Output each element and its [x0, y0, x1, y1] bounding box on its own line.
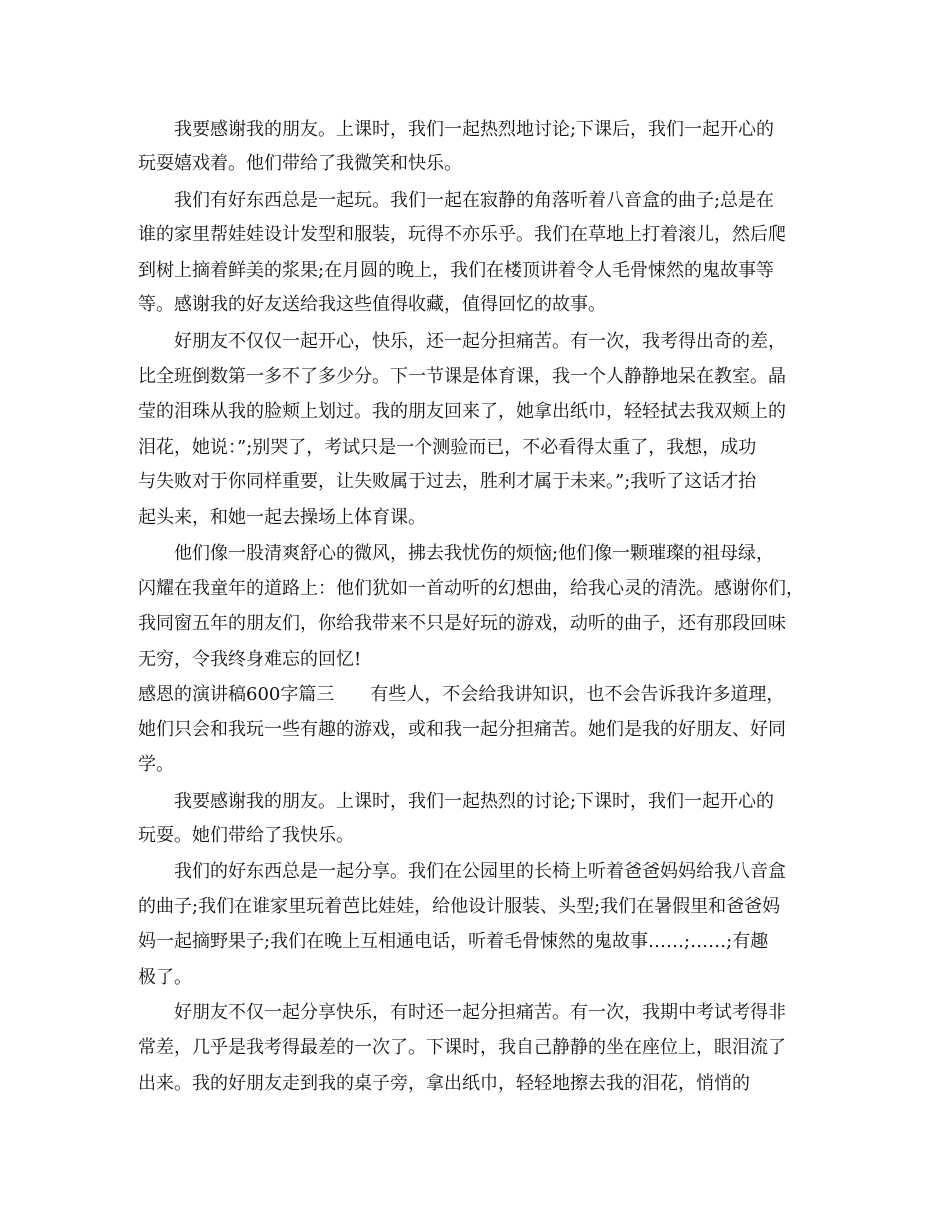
text-line: 我要感谢我的朋友。上课时，我们一起热烈地讨论;下课后，我们一起开心的 [138, 119, 775, 140]
text-line: 玩耍嬉戏着。他们带给了我微笑和快乐。 [138, 153, 462, 174]
text-line: 好朋友不仅仅一起开心，快乐，还一起分担痛苦。有一次，我考得出奇的差， [138, 331, 786, 352]
text-line: 我们的好东西总是一起分享。我们在公园里的长椅上听着爸爸妈妈给我八音盒 [138, 861, 786, 882]
text-line: 出来。我的好朋友走到我的桌子旁，拿出纸巾，轻轻地擦去我的泪花，悄悄的 [138, 1073, 750, 1094]
text-line: 的曲子;我们在谁家里玩着芭比娃娃，给他设计服装、头型;我们在暑假里和爸爸妈 [138, 896, 781, 917]
text-line: 极了。 [138, 967, 192, 988]
text-line: 起头来，和她一起去操场上体育课。 [138, 507, 426, 528]
text-line: 谁的家里帮娃娃设计发型和服装，玩得不亦乐乎。我们在草地上打着滚儿，然后爬 [138, 224, 786, 245]
text-line: 我们有好东西总是一起玩。我们一起在寂静的角落听着八音盒的曲子;总是在 [138, 190, 775, 211]
text-line: 我同窗五年的朋友们，你给我带来不只是好玩的游戏，动听的曲子，还有那段回味 [138, 613, 786, 634]
text-line: 她们只会和我玩一些有趣的游戏，或和我一起分担痛苦。她们是我的好朋友、好同 [138, 719, 786, 740]
text-line: 我要感谢我的朋友。上课时，我们一起热烈的讨论;下课时，我们一起开心的 [138, 791, 775, 812]
text-line: 妈一起摘野果子;我们在晚上互相通电话，听着毛骨悚然的鬼故事……;……;有趣 [138, 931, 769, 952]
text-line: 比全班倒数第一多不了多少分。下一节课是体育课，我一个人静静地呆在教室。晶 [138, 366, 786, 387]
text-line: 他们像一股清爽舒心的微风，拂去我忧伤的烦恼;他们像一颗璀璨的祖母绿， [138, 543, 775, 564]
text-line: 等。感谢我的好友送给我这些值得收藏，值得回忆的故事。 [138, 294, 606, 315]
text-line: 玩耍。她们带给了我快乐。 [138, 825, 354, 846]
text-line: 莹的泪珠从我的脸颊上划过。我的朋友回来了，她拿出纸巾，轻轻拭去我双颊上的 [138, 401, 786, 422]
text-line: 常差，几乎是我考得最差的一次了。下课时，我自己静静的坐在座位上，眼泪流了 [138, 1037, 786, 1058]
text-line: 到树上摘着鲜美的浆果;在月圆的晚上，我们在楼顶讲着令人毛骨悚然的鬼故事等 [138, 260, 775, 281]
text-line: 学。 [138, 754, 174, 775]
text-line: 泪花，她说：”;别哭了，考试只是一个测验而已，不必看得太重了，我想，成功 [138, 437, 757, 458]
text-line: 与失败对于你同样重要，让失败属于过去，胜利才属于未来。”;我听了这话才抬 [138, 471, 757, 492]
text-line: 无穷，令我终身难忘的回忆! [138, 649, 362, 670]
text-line: 闪耀在我童年的道路上：他们犹如一首动听的幻想曲，给我心灵的清洗。感谢你们， [138, 578, 804, 599]
section-heading-line: 感恩的演讲稿600字篇三 有些人，不会给我讲知识，也不会告诉我许多道理， [138, 684, 785, 705]
text-line: 好朋友不仅一起分享快乐，有时还一起分担痛苦。有一次，我期中考试考得非 [138, 1002, 786, 1023]
